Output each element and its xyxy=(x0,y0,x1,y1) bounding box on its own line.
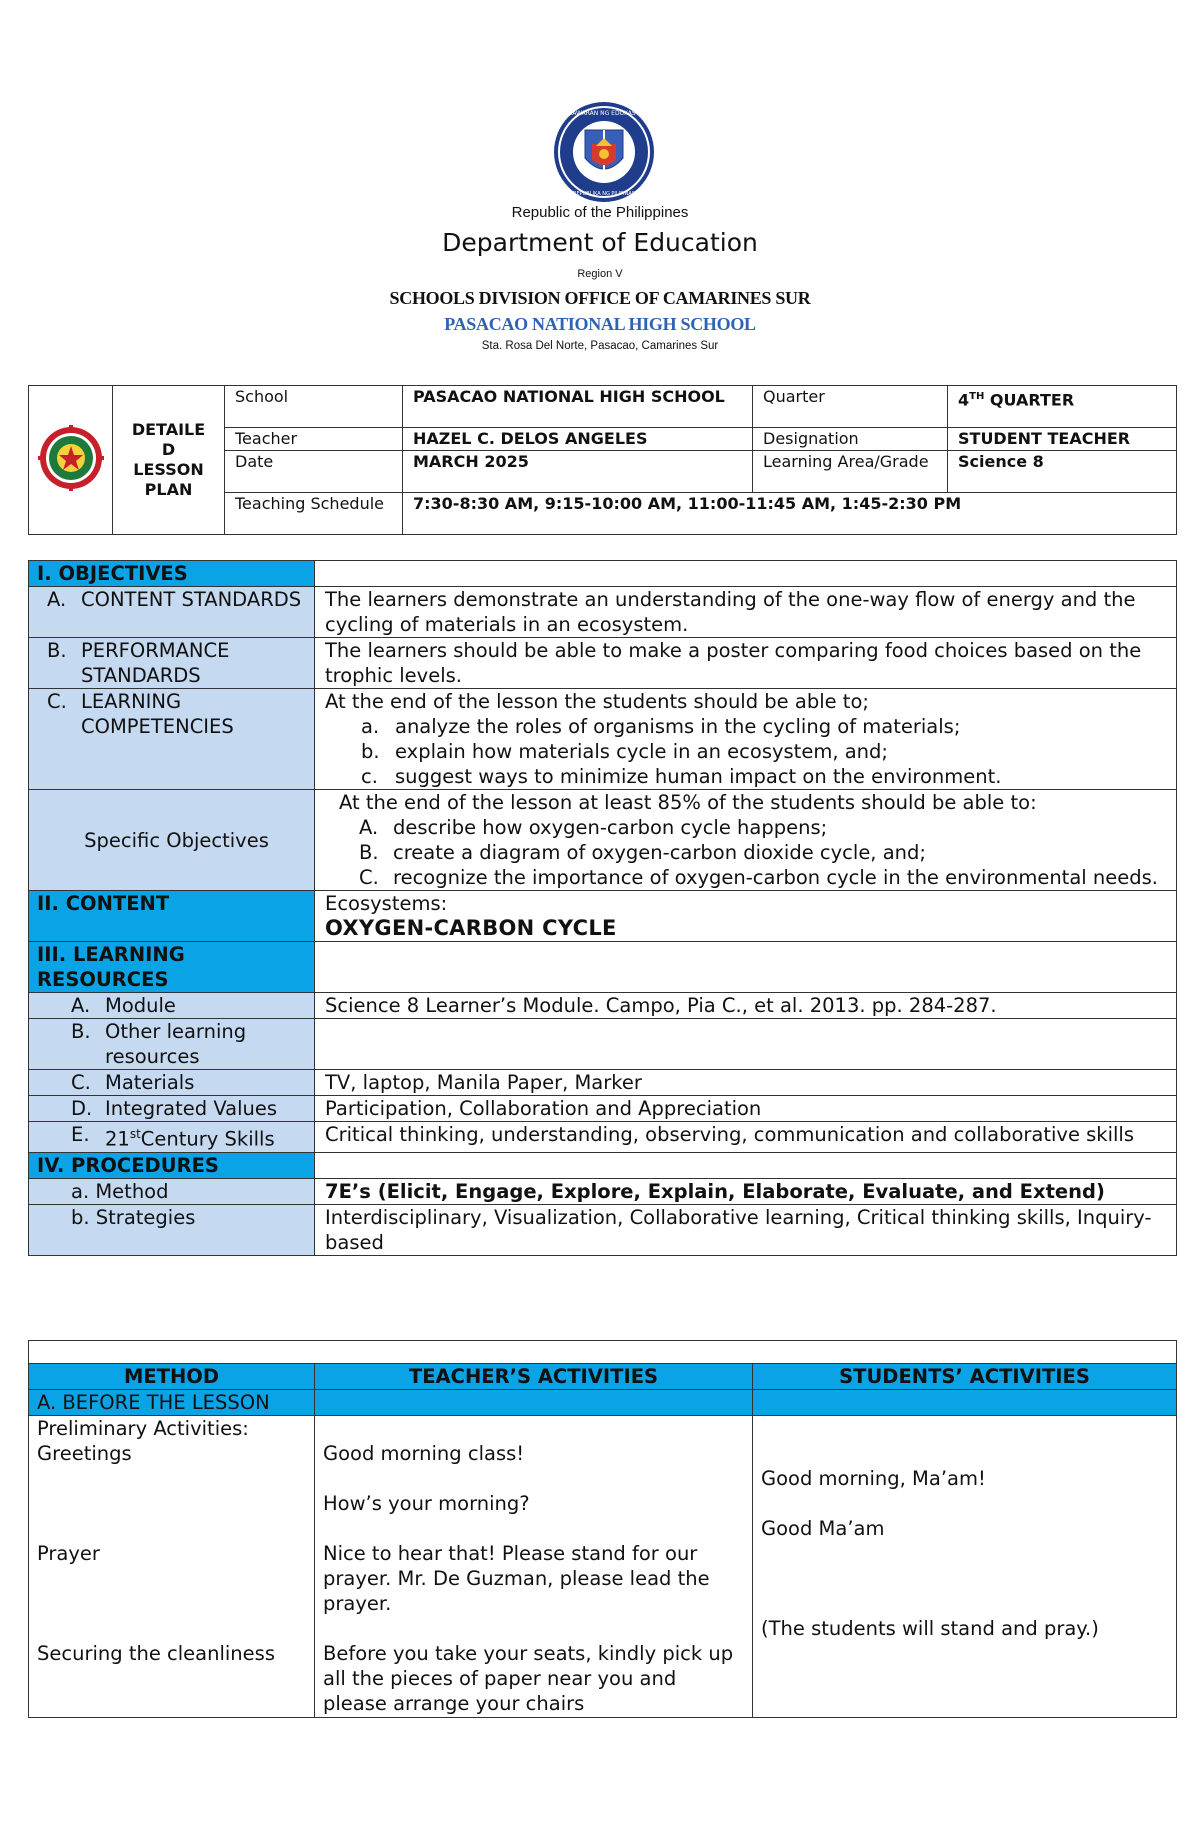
quarter-value xyxy=(948,386,1177,428)
list-item-key: b. xyxy=(361,740,380,763)
seal-top-text: KAGAWARAN NG EDUKASYON xyxy=(559,110,649,117)
teaching-schedule-label: Teaching Schedule xyxy=(225,493,403,535)
integrated-values-text: Integrated Values xyxy=(105,1097,278,1120)
activities-table xyxy=(28,1340,1177,1718)
objectives-table xyxy=(28,560,1177,1256)
method-label: a. Method xyxy=(29,1178,315,1204)
greetings-text: Greetings xyxy=(37,1442,132,1465)
century-skills-text: Century Skills xyxy=(140,1127,275,1151)
content-standards-label xyxy=(29,587,315,638)
content-heading: II. CONTENT xyxy=(29,891,315,942)
teaching-schedule-value: 7:30-8:30 AM, 9:15-10:00 AM, 11:00-11:45 AM, 1:45-2:30 PM xyxy=(403,493,1177,535)
strategies-value: Interdisciplinary, Visualization, Collaborative learning, Critical thinking skills, Inquiry-based xyxy=(315,1204,1177,1255)
school-logo-icon xyxy=(38,425,104,491)
learning-resources-heading: III. LEARNING RESOURCES xyxy=(29,942,315,993)
integrated-values-label xyxy=(29,1096,315,1122)
method-column-header: METHOD xyxy=(29,1364,315,1390)
students-cell xyxy=(753,1416,1177,1718)
list-item-key: c. xyxy=(361,765,378,788)
list-item xyxy=(339,815,1166,840)
learning-competencies-value xyxy=(315,689,1177,790)
list-item-text: describe how oxygen-carbon cycle happens; xyxy=(393,816,828,839)
integrated-values-key: D. xyxy=(71,1097,93,1120)
school-logo-cell xyxy=(29,386,113,535)
content-standards-value: The learners demonstrate an understanding of the one-way flow of energy and the cycling of materials in an ecosystem. xyxy=(315,587,1177,638)
competencies-list xyxy=(325,714,1166,789)
phase-label: A. BEFORE THE LESSON xyxy=(29,1390,315,1416)
method-cell xyxy=(29,1416,315,1718)
materials-text: Materials xyxy=(105,1071,195,1094)
teacher-prayer-text: Nice to hear that! Please stand for our prayer. Mr. De Guzman, please lead the prayer. xyxy=(323,1542,710,1615)
strategies-label: b. Strategies xyxy=(29,1204,315,1255)
specific-objectives-list xyxy=(339,815,1166,890)
century-skills-value: Critical thinking, understanding, observing, communication and collaborative skills xyxy=(315,1122,1177,1153)
list-item-text: create a diagram of oxygen-carbon dioxide cycle, and; xyxy=(393,841,926,864)
learning-competencies-text: LEARNING COMPETENCIES xyxy=(81,690,234,738)
list-item-key: A. xyxy=(359,816,379,839)
learning-area-value: Science 8 xyxy=(948,451,1177,493)
detailed-lesson-plan-label: DETAILE D LESSON PLAN xyxy=(113,386,225,535)
teacher-label: Teacher xyxy=(225,428,403,451)
learning-competencies-label xyxy=(29,689,315,790)
specific-objectives-label: Specific Objectives xyxy=(29,790,315,891)
teacher-value: HAZEL C. DELOS ANGELES xyxy=(403,428,753,451)
date-value: MARCH 2025 xyxy=(403,451,753,493)
module-value: Science 8 Learner’s Module. Campo, Pia C., et al. 2013. pp. 284-287. xyxy=(315,993,1177,1019)
region-text: Region V xyxy=(577,268,623,280)
other-resources-key: B. xyxy=(71,1020,91,1043)
republic-text: Republic of the Philippines xyxy=(511,204,689,221)
list-item-text: recognize the importance of oxygen-carbon cycle in the environmental needs. xyxy=(393,866,1158,889)
list-item xyxy=(325,714,1166,739)
list-item-key: a. xyxy=(361,715,380,738)
content-standards-text: CONTENT STANDARDS xyxy=(81,588,302,611)
teacher-greet-text: Good morning class! xyxy=(323,1442,525,1465)
module-text: Module xyxy=(105,994,176,1017)
materials-key: C. xyxy=(71,1071,91,1094)
list-item xyxy=(339,865,1166,890)
learning-competencies-key: C. xyxy=(47,690,67,713)
students-greet-text: Good morning, Ma’am! xyxy=(761,1467,986,1490)
preliminary-text: Preliminary Activities: xyxy=(37,1417,249,1440)
century-skills-key: E. xyxy=(71,1123,90,1146)
content-title: OXYGEN-CARBON CYCLE xyxy=(325,916,617,940)
date-label: Date xyxy=(225,451,403,493)
list-item xyxy=(339,840,1166,865)
teacher-how-text: How’s your morning? xyxy=(323,1492,530,1515)
content-standards-key: A. xyxy=(47,588,67,611)
students-pray-text: (The students will stand and pray.) xyxy=(761,1617,1099,1640)
spacer-row xyxy=(29,1341,1177,1364)
deped-seal-logo xyxy=(552,100,656,204)
list-item-key: B. xyxy=(359,841,379,864)
performance-standards-value: The learners should be able to make a poster comparing food choices based on the trophic levels. xyxy=(315,638,1177,689)
department-title: Department of Education xyxy=(442,228,758,257)
other-resources-label xyxy=(29,1019,315,1070)
teacher-column-header: TEACHER’S ACTIVITIES xyxy=(315,1364,753,1390)
materials-label xyxy=(29,1070,315,1096)
quarter-rest: QUARTER xyxy=(984,390,1075,410)
teacher-seats-text: Before you take your seats, kindly pick up all the pieces of paper near you and please arrange your chairs xyxy=(323,1642,734,1715)
school-value: PASACAO NATIONAL HIGH SCHOOL xyxy=(403,386,753,428)
quarter-label: Quarter xyxy=(753,386,948,428)
school-label: School xyxy=(225,386,403,428)
students-column-header: STUDENTS’ ACTIVITIES xyxy=(753,1364,1177,1390)
integrated-values-value: Participation, Collaboration and Appreciation xyxy=(315,1096,1177,1122)
other-resources-text: Other learning resources xyxy=(105,1020,247,1068)
school-address-text: Sta. Rosa Del Norte, Pasacao, Camarines Sur xyxy=(481,340,719,352)
designation-label: Designation xyxy=(753,428,948,451)
century-skills-num: 21 xyxy=(105,1127,130,1151)
list-item-key: C. xyxy=(359,866,379,889)
quarter-sup: TH xyxy=(969,391,985,402)
content-value xyxy=(315,891,1177,942)
century-skills-sup: st xyxy=(129,1127,141,1141)
module-label xyxy=(29,993,315,1019)
method-value: 7E’s (Elicit, Engage, Explore, Explain, Elaborate, Evaluate, and Extend) xyxy=(315,1178,1177,1204)
performance-standards-key: B. xyxy=(47,639,67,662)
procedures-heading: IV. PROCEDURES xyxy=(29,1152,315,1178)
designation-value: STUDENT TEACHER xyxy=(948,428,1177,451)
competencies-intro: At the end of the lesson the students should be able to; xyxy=(325,690,869,713)
list-item xyxy=(325,739,1166,764)
objectives-heading: I. OBJECTIVES xyxy=(29,561,315,587)
seal-bottom-text: REPUBLIKA NG PILIPINAS xyxy=(573,191,635,197)
specific-objectives-value xyxy=(315,790,1177,891)
other-resources-value xyxy=(315,1019,1177,1070)
cleanliness-text: Securing the cleanliness xyxy=(37,1642,275,1665)
materials-value: TV, laptop, Manila Paper, Marker xyxy=(315,1070,1177,1096)
performance-standards-text: PERFORMANCE STANDARDS xyxy=(81,639,230,687)
performance-standards-label xyxy=(29,638,315,689)
learning-area-label: Learning Area/Grade xyxy=(753,451,948,493)
lesson-info-table xyxy=(28,385,1177,535)
century-skills-label xyxy=(29,1122,315,1153)
prayer-text: Prayer xyxy=(37,1542,100,1565)
teacher-cell xyxy=(315,1416,753,1718)
quarter-num: 4 xyxy=(958,390,970,410)
list-item xyxy=(325,764,1166,789)
list-item-text: suggest ways to minimize human impact on the environment. xyxy=(395,765,1002,788)
division-office-text: SCHOOLS DIVISION OFFICE OF CAMARINES SUR xyxy=(389,288,811,308)
students-good-text: Good Ma’am xyxy=(761,1517,885,1540)
list-item-text: explain how materials cycle in an ecosystem, and; xyxy=(395,740,888,763)
school-name-text: PASACAO NATIONAL HIGH SCHOOL xyxy=(444,314,756,334)
module-key: A. xyxy=(71,994,91,1017)
specific-intro: At the end of the lesson at least 85% of the students should be able to: xyxy=(339,791,1037,814)
content-topic: Ecosystems: xyxy=(325,892,448,915)
list-item-text: analyze the roles of organisms in the cycling of materials; xyxy=(395,715,961,738)
